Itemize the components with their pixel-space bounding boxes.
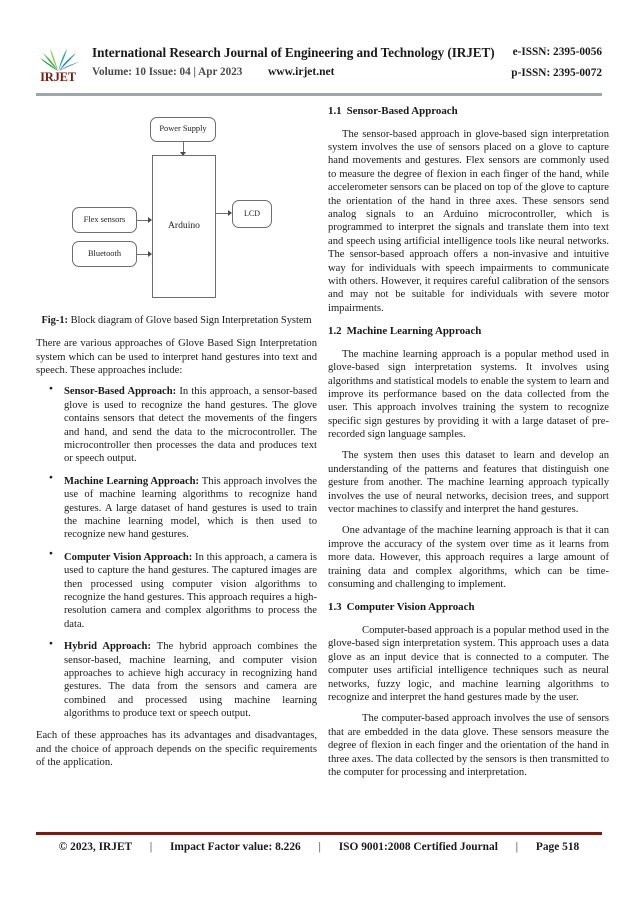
footer-divider (36, 832, 602, 835)
logo-wordmark (36, 70, 80, 85)
section-title: Machine Learning Approach (346, 325, 482, 338)
diagram-box-arduino (152, 155, 216, 298)
section-1-2-paragraph-1: The machine learning approach is a popular method used in glove-based sign interpretation systems. It involves using algorithms and statistical models to enable the system to learn and improve its performance based on the data collected from the user. This approach involves training the system to recognize specific sign gestures by providing it with a large dataset of pre-recorded sign language samples. (328, 348, 609, 441)
volume-issue-date: Volume: 10 Issue: 04 | Apr 2023 (92, 66, 243, 78)
list-item (64, 551, 317, 631)
approach-body: The hybrid approach combines the sensor-based, machine learning, and computer vision approaches to achieve high accuracy in recognizing hand gestures. The data from the sensors and camera are combined and processed using machine learning algorithms to produce text or speech output. (64, 641, 317, 720)
approach-body: This approach involves the use of machine learning algorithms to recognize hand gestures. A large dataset of hand gestures is used to train the machine learning model, which is then used to recognize new hand gestures. (64, 475, 317, 541)
section-1-1-paragraph-1: The sensor-based approach in glove-based sign interpretation system involves the use of sensors placed on a glove to capture hand movements and gestures. Flex sensors are commonly used to measure the degree of flexion in each finger of the hand, while accelerometer sensors can be placed on top of the glove to capture the orientation of the hand in three axes. These sensors send analog signals to an Arduino microcontroller, which is programmed to interpret the signals and translate them into text and speech using artificial intelligence tools like neural networks. The sensor-based approach offers a non-invasive and intuitive way for individuals with speech impairments to communicate with others. However, it requires careful calibration of the sensors and may not be suitable for individuals with severe motor impairments. (328, 128, 609, 314)
journal-website[interactable]: www.irjet.net (268, 66, 335, 78)
irjet-logo (36, 46, 80, 90)
section-number: 1.2 (328, 325, 342, 338)
journal-title: International Research Journal of Engineering and Technology (IRJET) (92, 45, 495, 60)
left-intro-paragraph: There are various approaches of Glove Based Sign Interpretation system which can be used to interpret hand gestures into text and speech. These approaches include: (36, 338, 317, 377)
left-column (36, 105, 317, 778)
diagram-box-power-supply (150, 117, 216, 142)
figure-caption (36, 314, 317, 327)
list-item (64, 385, 317, 465)
pissn-label: p-ISSN: 2395-0072 (511, 67, 602, 79)
footer-separator: | (318, 841, 321, 853)
logo-wordmark-text: IRJET (40, 70, 76, 84)
section-1-2-paragraph-2: The system then uses this dataset to learn and develop an understanding of the patterns and features that distinguish one gesture from another. The machine learning approach typically involves the use of neural networks, decision trees, and support vector machines to classify and interpret the hand gestures. (328, 450, 609, 516)
section-1-3-paragraph-2: The computer-based approach involves the use of sensors that are embedded in the data glove. These sensors measure the degree of flexion in each finger and the orientation of the hand in three axes. The data collected by the sensors is then transmitted to the computer for processing and interpretation. (328, 713, 609, 778)
footer-impact-factor: Impact Factor value: 8.226 (169, 841, 301, 853)
diagram-box-bluetooth (72, 241, 137, 267)
section-number: 1.1 (328, 105, 342, 117)
figure-caption-label: Fig-1: (41, 315, 68, 326)
section-title: Computer Vision Approach (346, 601, 475, 614)
section-number: 1.3 (328, 601, 342, 614)
diagram-box-lcd (232, 200, 272, 228)
footer-separator: | (515, 841, 519, 853)
diagram-box-flex-sensors-label: Flex sensors (83, 214, 126, 224)
figure-caption-text: Block diagram of Glove based Sign Interpretation System (67, 315, 312, 326)
diagram-box-power-supply-label: Power Supply (159, 124, 207, 134)
right-column (328, 105, 609, 787)
section-heading-1-1 (328, 105, 609, 119)
block-diagram-figure (36, 105, 317, 310)
approach-title: Sensor-Based Approach: (64, 386, 177, 398)
page-header (36, 44, 602, 92)
approach-body: In this approach, a camera is used to capture the hand gestures. The captured images are then processed using computer vision algorithms to recognize the hand gestures. This approach requires a high-resolution camera and complex algorithms to process the data. (64, 551, 317, 630)
diagram-box-bluetooth-label: Bluetooth (87, 248, 122, 258)
approaches-list (36, 385, 317, 720)
section-1-2-paragraph-3: One advantage of the machine learning approach is that it can improve the accuracy of the system over time as it learns from more data. However, this approach requires a large amount of training data and complex algorithms, which can be time-consuming and challenging to implement. (328, 525, 609, 590)
footer-copyright: © 2023, IRJET (58, 841, 132, 853)
page-footer (36, 841, 602, 853)
section-1-3-paragraph-1: Computer-based approach is a popular method used in the glove-based sign interpretation system. This approach uses a data glove as an input device that is connected to a computer. The computer uses artificial intelligence techniques such as neural networks, fuzzy logic, and machine learning algorithms to recognize and interpret the hand gestures made by the user. (328, 624, 609, 703)
arrowhead-bluetooth-to-arduino (148, 251, 152, 257)
approach-body: In this approach, a sensor-based glove is used to recognize the hand gestures. The glove contains sensors that detect the movements of the fingers and hand, and send the data to the microcontroller. The microcontroller then processes the data and produces text or speech output. (64, 386, 317, 465)
approach-title: Machine Learning Approach: (64, 475, 200, 487)
diagram-box-arduino-label: Arduino (168, 220, 200, 232)
section-title: Sensor-Based Approach (346, 105, 458, 117)
header-divider (36, 93, 602, 96)
left-closing-paragraph: Each of these approaches has its advantages and disadvantages, and the choice of approach depends on the specific requirements of the application. (36, 730, 317, 769)
arrowhead-flex-to-arduino (148, 217, 152, 223)
diagram-box-lcd-label: LCD (244, 208, 260, 218)
footer-separator: | (149, 841, 153, 853)
approach-title: Hybrid Approach: (64, 641, 151, 653)
section-heading-1-2 (328, 325, 609, 339)
section-heading-1-3 (328, 601, 609, 615)
eissn-label: e-ISSN: 2395-0056 (512, 46, 602, 58)
list-item (64, 475, 317, 542)
footer-certification: ISO 9001:2008 Certified Journal (338, 841, 498, 853)
diagram-box-flex-sensors (72, 207, 137, 233)
footer-page-number: Page 518 (535, 841, 580, 853)
approach-title: Computer Vision Approach: (64, 551, 193, 563)
leaf-logo-icon (38, 46, 80, 72)
list-item (64, 640, 317, 720)
